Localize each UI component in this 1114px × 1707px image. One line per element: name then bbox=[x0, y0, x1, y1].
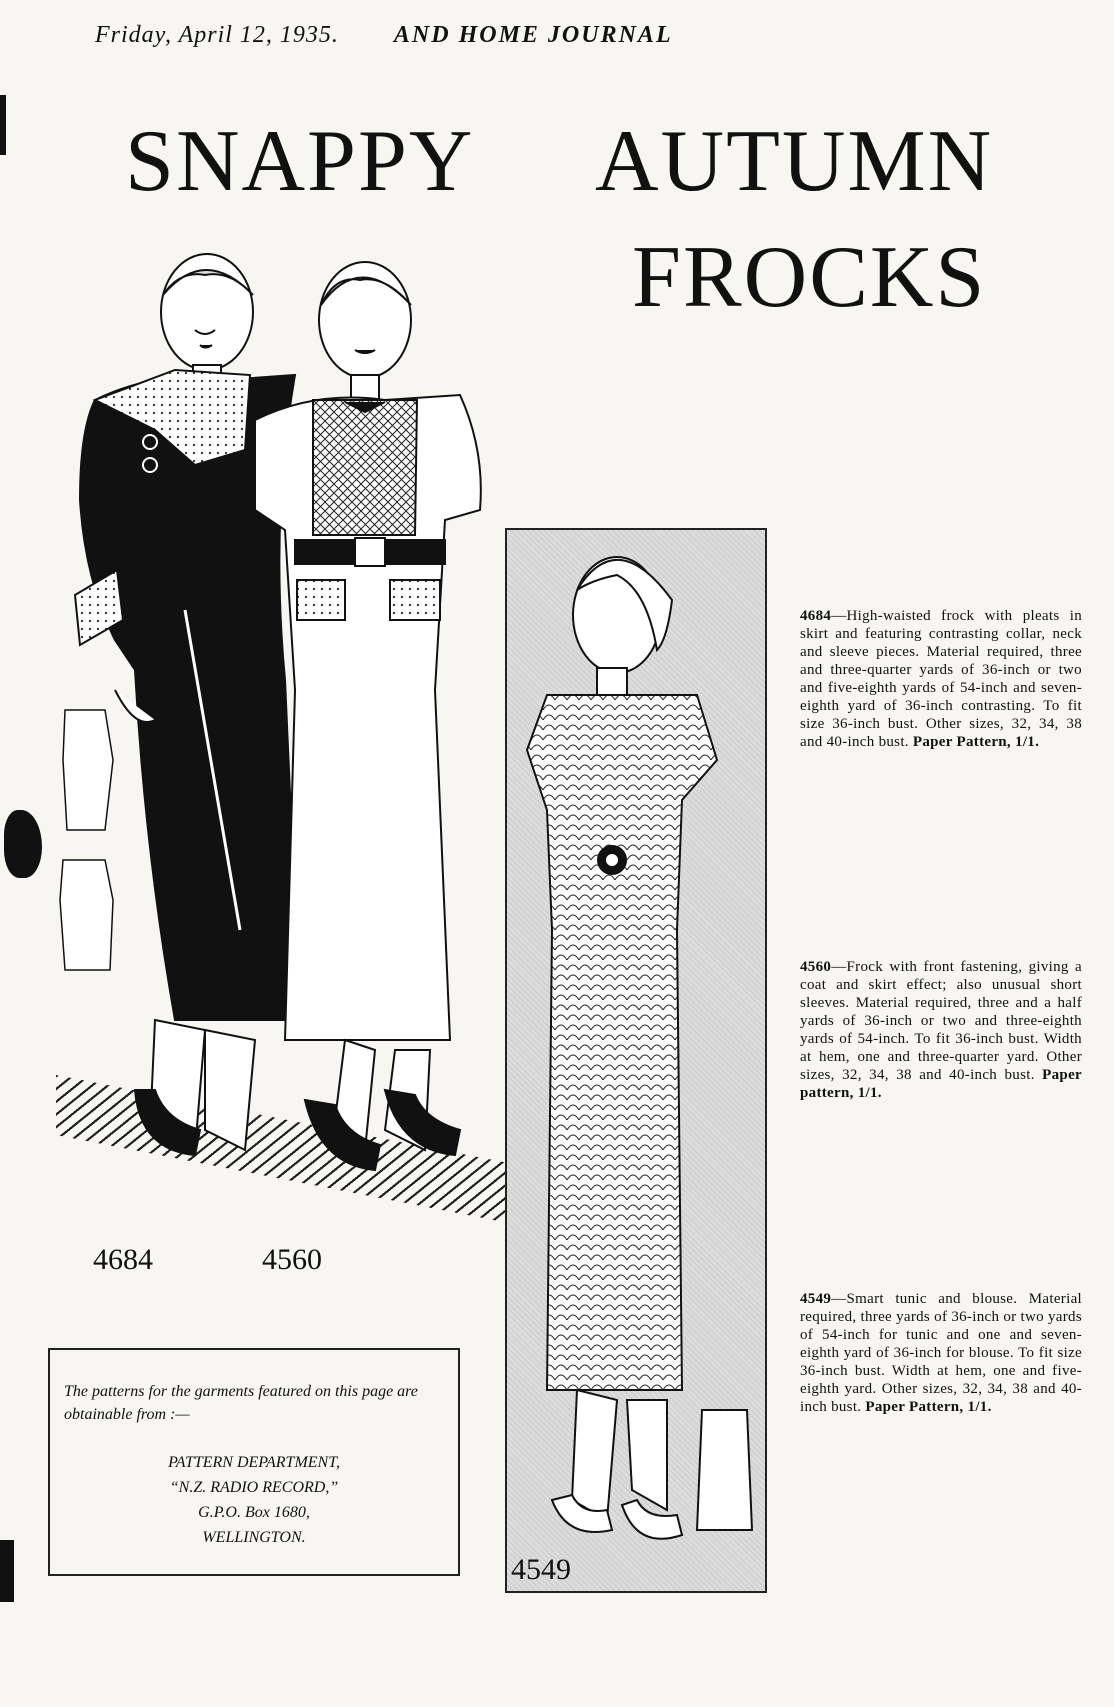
pattern-number: 4560 bbox=[800, 959, 832, 975]
figure-label: 4560 bbox=[262, 1243, 322, 1276]
back-view-sketches bbox=[60, 710, 113, 970]
address-line: PATTERN DEPARTMENT, bbox=[168, 1454, 340, 1471]
margin-smudge bbox=[0, 95, 6, 155]
figure-4684 bbox=[75, 254, 300, 1155]
pattern-description: 4684—High-waisted frock with pleats in skirt and featuring contrasting collar, neck and sleeve pieces. Material required, three and three-quarter yards of 36-inch or two and five-eighth yards of 54-inch and seven-eighth yard of 36-inch contrasting. To fit size 36-inch bust. Other sizes, 32, 34, 38 and 40-inch bust. Paper Pattern, 1/1. bbox=[800, 608, 1082, 750]
ordering-notice-box bbox=[48, 1348, 460, 1576]
page-header bbox=[95, 22, 795, 49]
figure-4549-illustration bbox=[507, 530, 765, 1591]
pattern-description: 4560—Frock with front fastening, giving a coat and skirt effect; also unusual short sleeves. Material required, three and a half yards of 36-inch or two and three-eighth yards of 54-inch. To fit 36-inch bust. Width at hem, one and three-quarter yard. Other sizes, 32, 34, 38 and 40-inch bust. Paper pattern, 1/1. bbox=[800, 959, 1082, 1101]
pattern-text: Frock with front fastening, giving a coat and skirt effect; also unusual short sleeves. Material required, three and a half yards of 36-inch or two and three-eighth yards of 54-inch. To fit 36-inch bust. Width at hem, one and three-quarter yard. Other sizes, 32, 34, 38 and 40-inch bust. bbox=[800, 959, 1082, 1083]
margin-smudge bbox=[4, 810, 42, 878]
title-word-2: AUTUMN bbox=[595, 113, 994, 210]
figure-label: 4549 bbox=[511, 1553, 571, 1586]
address-line: WELLINGTON. bbox=[202, 1529, 306, 1546]
margin-smudge bbox=[0, 1540, 14, 1602]
pattern-price: Paper pattern, 1/1. bbox=[800, 1067, 1082, 1101]
pattern-number: 4684 bbox=[800, 608, 832, 624]
title-word-1: SNAPPY bbox=[125, 113, 475, 210]
notice-address bbox=[50, 1450, 458, 1550]
address-line: G.P.O. Box 1680, bbox=[198, 1504, 310, 1521]
pattern-text: High-waisted frock with pleats in skirt and featuring contrasting collar, neck and sleeve pieces. Material required, three and three-quarter yards of 36-inch or two and five-eighth yards of 54-inch and seven-eighth yard of 36-inch contrasting. To fit size 36-inch bust. Other sizes, 32, 34, 38 and 40-inch bust. bbox=[800, 608, 1082, 750]
pattern-price: Paper Pattern, 1/1. bbox=[865, 1399, 992, 1415]
figure-panel-4549 bbox=[505, 528, 767, 1593]
title-word-3: FROCKS bbox=[632, 229, 987, 326]
notice-intro: The patterns for the garments featured on this page are obtainable from :— bbox=[64, 1383, 418, 1423]
issue-date: Friday, April 12, 1935. bbox=[95, 22, 339, 48]
pattern-description: 4549—Smart tunic and blouse. Material required, three yards of 36-inch or two yards of 54-inch for tunic and one and seven-eighth yard of 36-inch for blouse. To fit size 36-inch bust. Width at hem, one and five-eighth yard. Other sizes, 32, 34, 38 and 40-inch bust. Paper Pattern, 1/1. bbox=[800, 1291, 1082, 1415]
journal-name: AND HOME JOURNAL bbox=[393, 22, 673, 48]
figure-label: 4684 bbox=[93, 1243, 153, 1276]
pattern-text: Smart tunic and blouse. Material required, three yards of 36-inch or two yards of 54-inch for tunic and one and seven-eighth yard of 36-inch for blouse. To fit size 36-inch bust. Width at hem, one and five-eighth yard. Other sizes, 32, 34, 38 and 40-inch bust. bbox=[800, 1291, 1082, 1415]
pattern-price: Paper Pattern, 1/1. bbox=[912, 734, 1040, 750]
address-line: “N.Z. RADIO RECORD,” bbox=[169, 1479, 339, 1496]
fashion-illustration bbox=[55, 250, 515, 1280]
pattern-number: 4549 bbox=[800, 1291, 832, 1307]
